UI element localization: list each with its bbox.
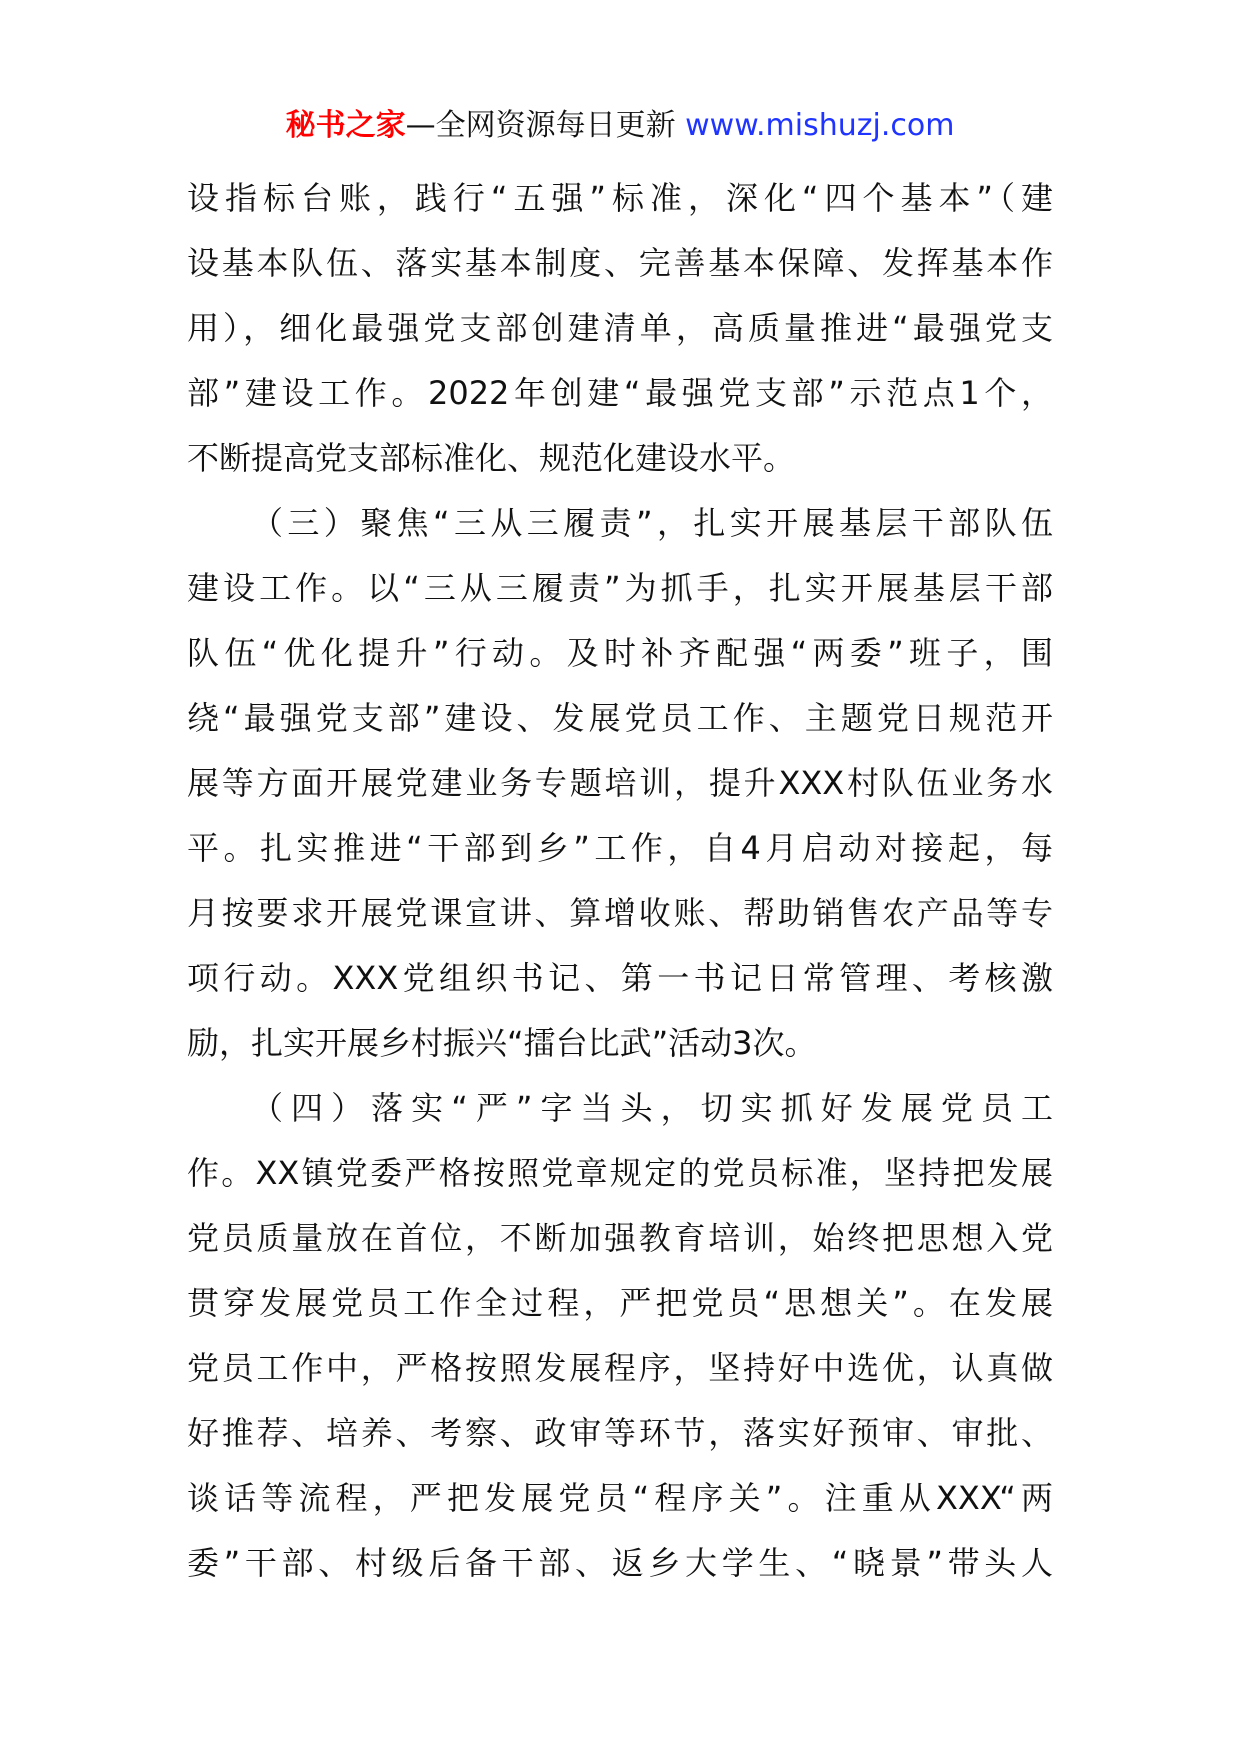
body-text-line: 不断提高党支部标准化、规范化建设水平。: [187, 439, 796, 477]
body-text-line: 展等方面开展党建业务专题培训，提升XXX村队伍业务水: [187, 764, 1053, 802]
site-url-link[interactable]: www.mishuzj.com: [685, 108, 955, 143]
body-text-line: 设指标台账，践行“五强”标准，深化“四个基本”（建: [187, 179, 1053, 217]
body-text-line: 建设工作。以“三从三履责”为抓手，扎实开展基层干部: [187, 569, 1053, 607]
site-header: [0, 104, 1240, 148]
body-text-line: 月按要求开展党课宣讲、算增收账、帮助销售农产品等专: [187, 894, 1053, 932]
body-text-line: 好推荐、培养、考察、政审等环节，落实好预审、审批、: [187, 1414, 1053, 1452]
brand-name: 秘书之家: [285, 108, 406, 143]
body-text-line: 党员工作中，严格按照发展程序，坚持好中选优，认真做: [187, 1349, 1053, 1387]
header-slogan: —全网资源每日更新: [405, 108, 676, 143]
body-text-line: 委”干部、村级后备干部、返乡大学生、“晓景”带头人: [187, 1544, 1053, 1582]
body-text-line: 绕“最强党支部”建设、发展党员工作、主题党日规范开: [187, 699, 1053, 737]
body-text-line: （三）聚焦“三从三履责”，扎实开展基层干部队伍: [251, 504, 1053, 542]
body-text-line: 党员质量放在首位，不断加强教育培训，始终把思想入党: [187, 1219, 1053, 1257]
body-text-line: 平。扎实推进“干部到乡”工作，自4月启动对接起，每: [187, 829, 1053, 867]
body-text-line: （四）落实“严”字当头，切实抓好发展党员工: [251, 1089, 1053, 1127]
body-text-line: 设基本队伍、落实基本制度、完善基本保障、发挥基本作: [187, 244, 1053, 282]
document-body: [187, 166, 1053, 1596]
body-text-line: 励，扎实开展乡村振兴“擂台比武”活动3次。: [187, 1024, 817, 1062]
body-text-line: 谈话等流程，严把发展党员“程序关”。注重从XXX“两: [187, 1479, 1053, 1517]
body-text-line: 队伍“优化提升”行动。及时补齐配强“两委”班子，围: [187, 634, 1053, 672]
body-text-line: 用），细化最强党支部创建清单，高质量推进“最强党支: [187, 309, 1053, 347]
body-text-line: 贯穿发展党员工作全过程，严把党员“思想关”。在发展: [187, 1284, 1053, 1322]
body-text-line: 作。XX镇党委严格按照党章规定的党员标准，坚持把发展: [187, 1154, 1053, 1192]
body-text-line: 部”建设工作。2022年创建“最强党支部”示范点1个，: [187, 374, 1053, 412]
body-text-line: 项行动。XXX党组织书记、第一书记日常管理、考核激: [187, 959, 1053, 997]
